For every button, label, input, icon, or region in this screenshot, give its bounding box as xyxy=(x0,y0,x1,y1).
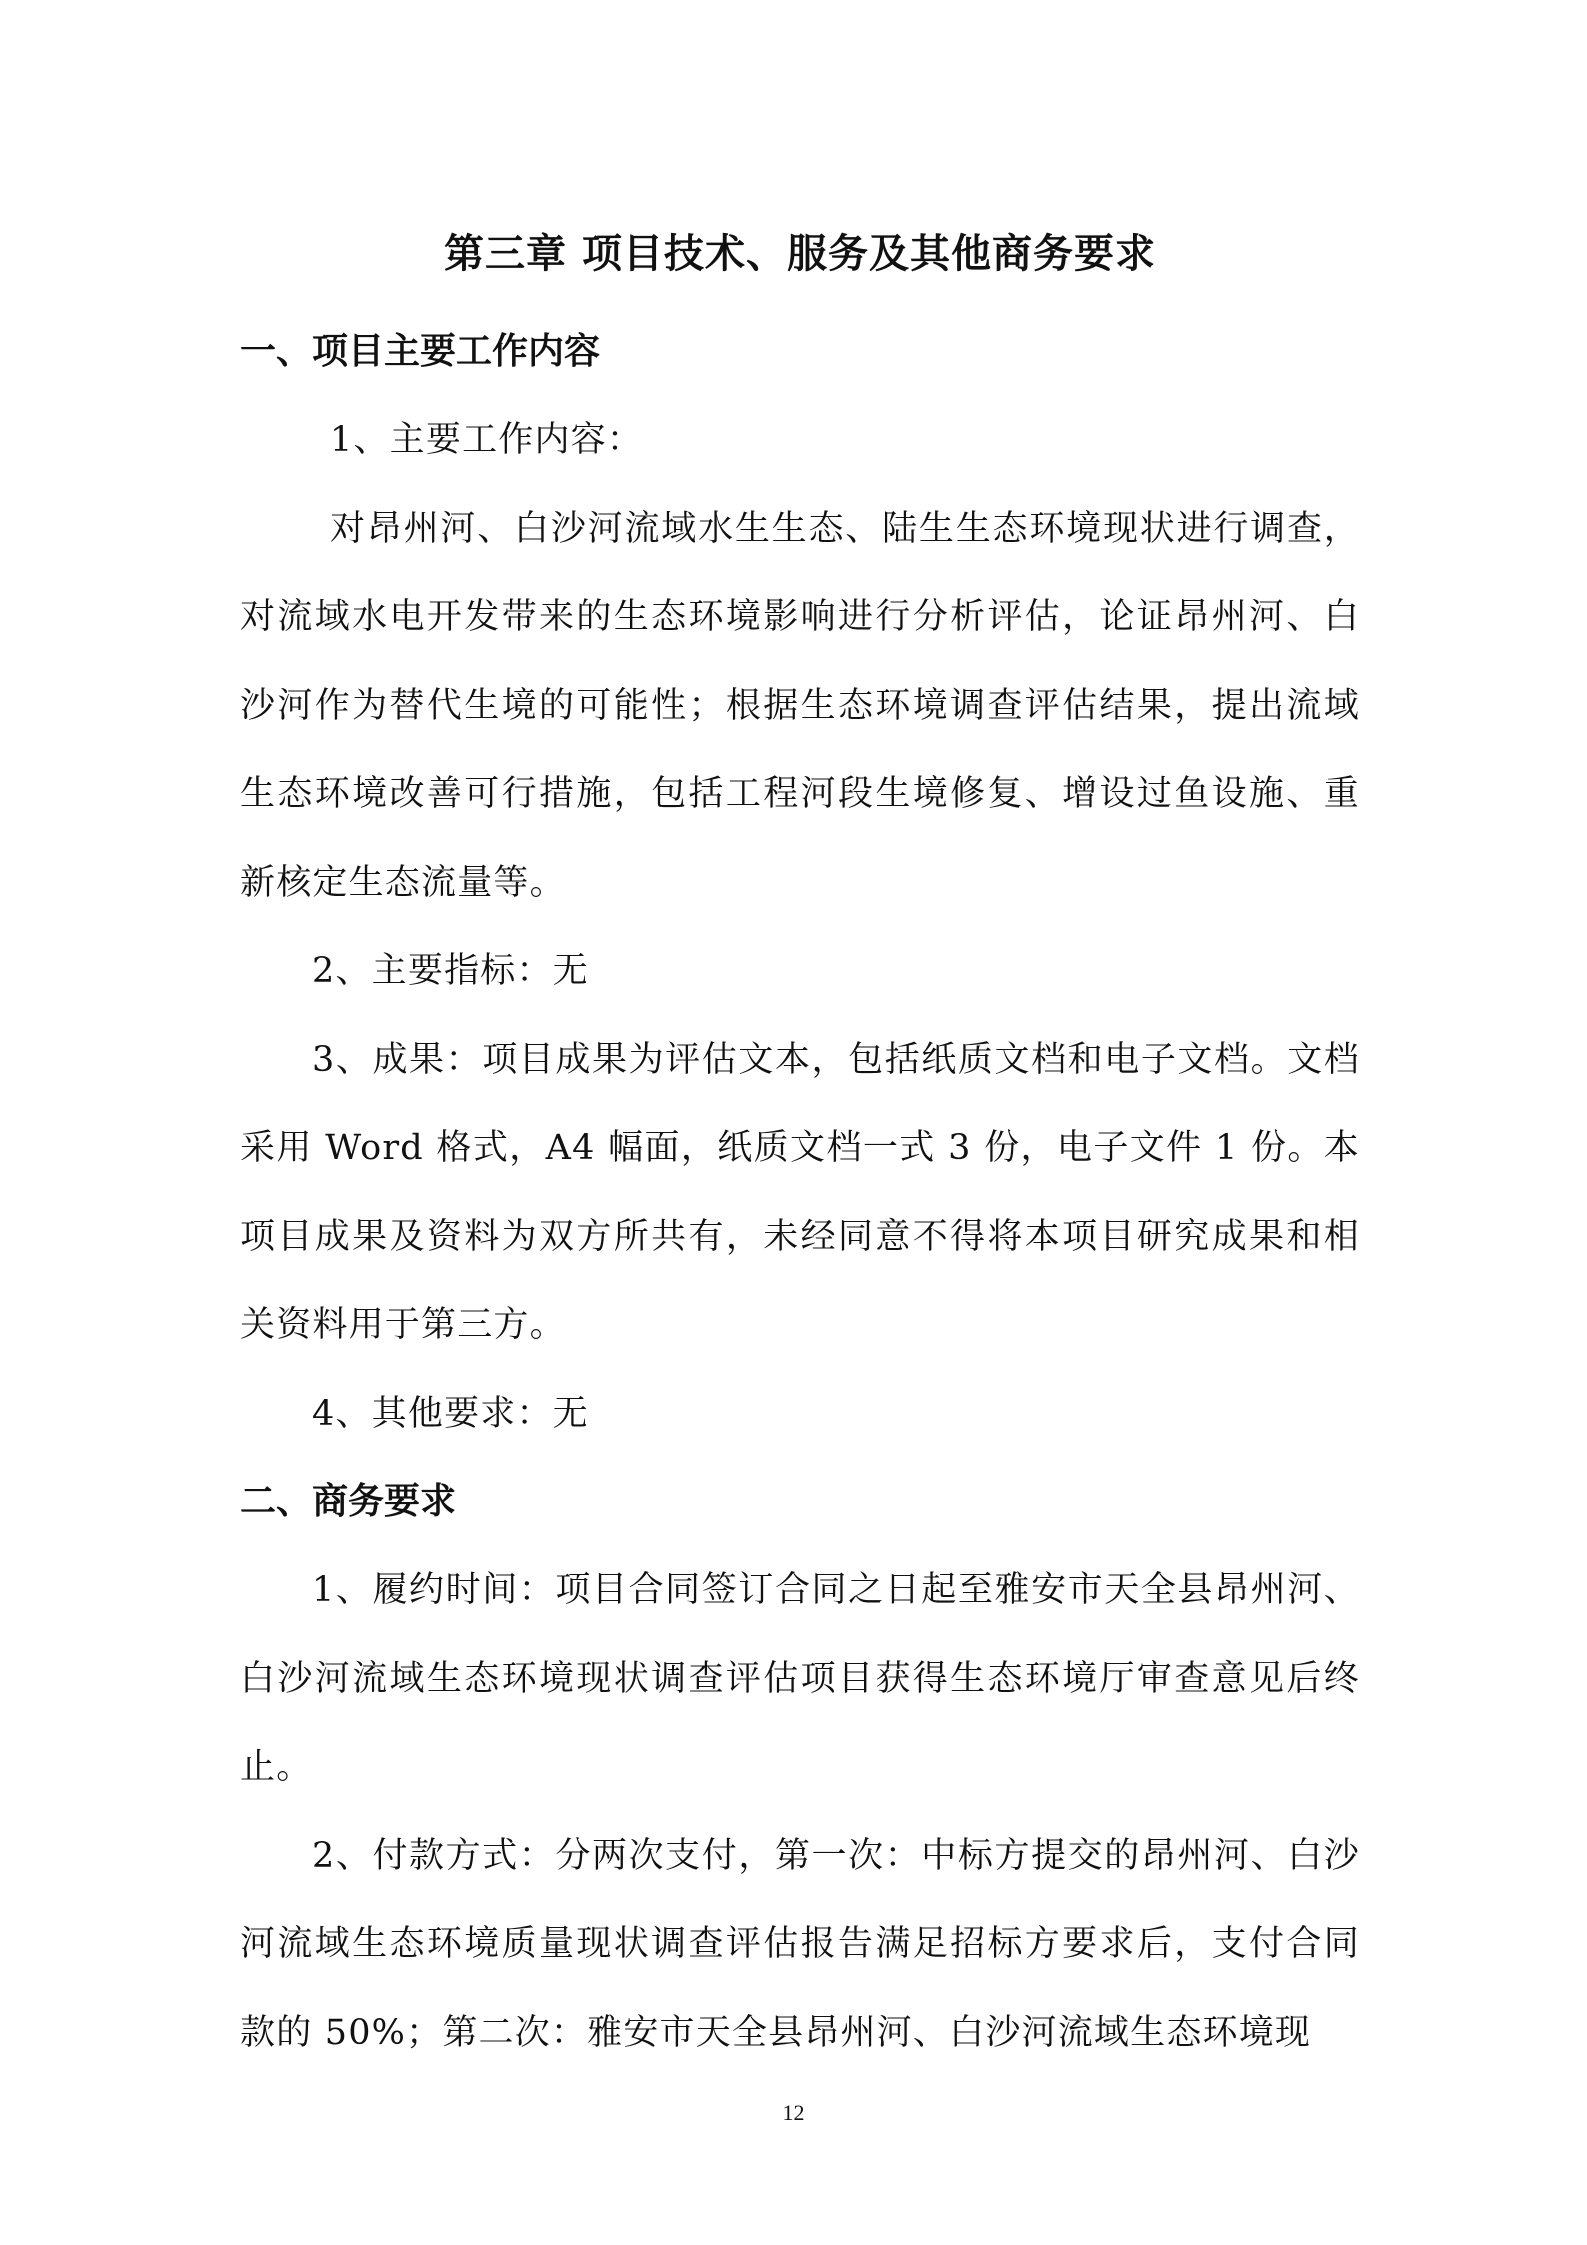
section-heading-main-work: 一、项目主要工作内容 xyxy=(240,331,601,372)
item-performance-time: 1、履约时间：项目合同签订合同之日起至雅安市天全县昂州河、白沙河流域生态环境现状调查评估项目获得生态环境厅审查意见后终止。 xyxy=(240,1570,1360,1787)
item-other-requirements: 4、其他要求：无 xyxy=(312,1393,589,1434)
chapter-title: 第三章 项目技术、服务及其他商务要求 xyxy=(444,231,1156,277)
item-main-work-body: 对昂州河、白沙河流域水生生态、陆生生态环境现状进行调查，对流域水电开发带来的生态环境影响进行分析评估，论证昂州河、白沙河作为替代生境的可能性；根据生态环境调查评估结果，提出流域生态环境改善可行措施，包括工程河段生境修复、增设过鱼设施、重新核定生态流量等。 xyxy=(240,508,1360,903)
item-payment-method: 2、付款方式：分两次支付，第一次：中标方提交的昂州河、白沙河流域生态环境质量现状调查评估报告满足招标方要求后，支付合同款的 50%；第二次：雅安市天全县昂州河、白沙河流域生态环境现 xyxy=(240,1835,1360,2053)
item-main-work-title: 1、主要工作内容： xyxy=(330,420,644,460)
section-heading-business: 二、商务要求 xyxy=(240,1481,457,1522)
item-deliverables: 3、成果：项目成果为评估文本，包括纸质文档和电子文档。文档采用 Word 格式，A4 幅面，纸质文档一式 3 份，电子文件 1 份。本项目成果及资料为双方所共有，未经同意不得将本项目研究成果和相关资料用于第三方。 xyxy=(240,1039,1360,1345)
page-content xyxy=(240,214,1360,2077)
page-number: 12 xyxy=(782,2100,805,2125)
item-main-indicators: 2、主要指标：无 xyxy=(312,951,589,991)
